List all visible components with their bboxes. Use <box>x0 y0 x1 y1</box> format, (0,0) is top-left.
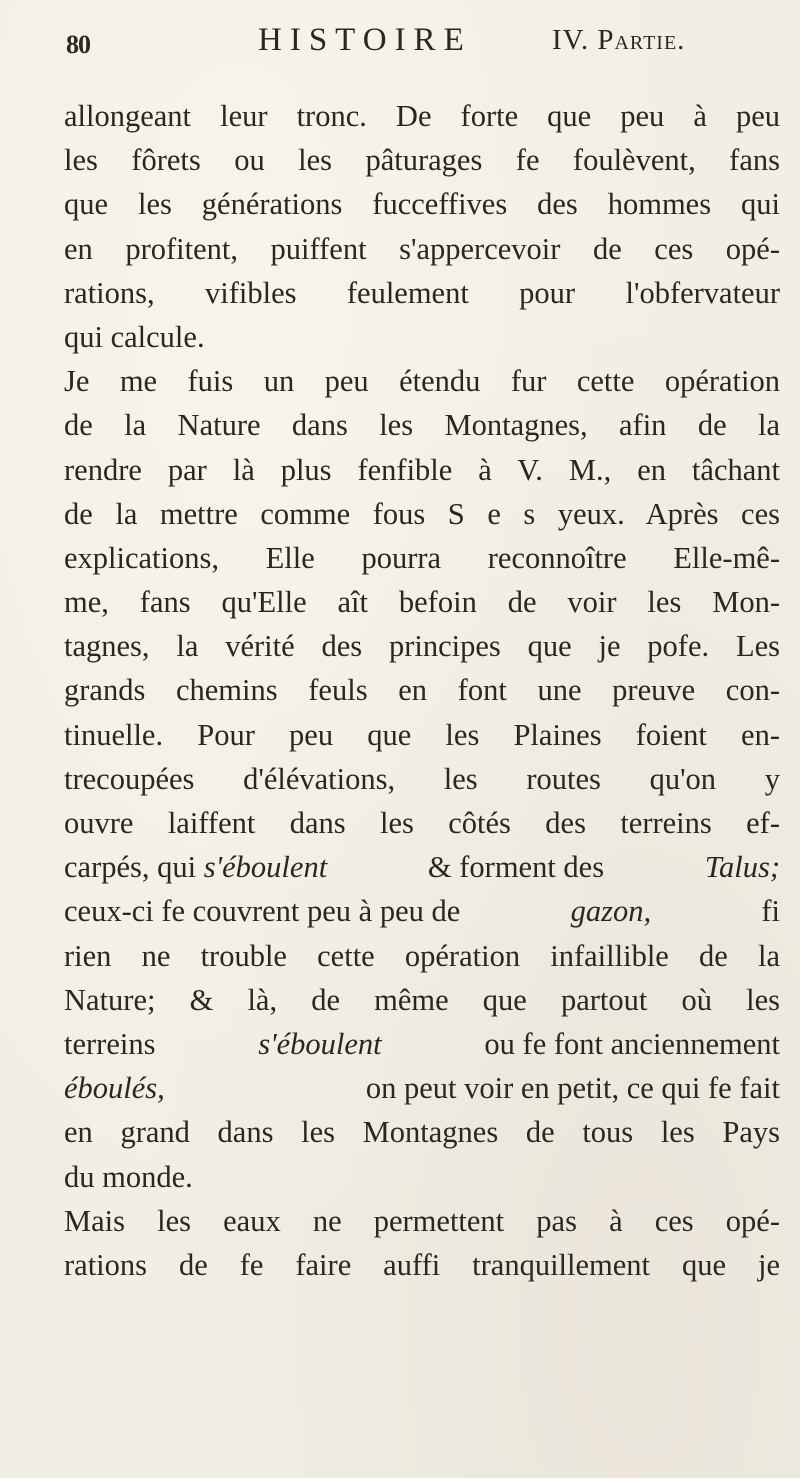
text-line: allongeant leur tronc. De forte que peu à peu <box>64 99 780 133</box>
text-line: rations, vifibles feulement pour l'obfervateur <box>64 275 780 310</box>
text-line: rations de fe faire auffi tranquillement que je <box>64 1247 780 1282</box>
text-line: Je me fuis un peu étendu fur cette opération <box>64 364 780 399</box>
text-line: que les générations fucceffives des hommes qui <box>64 187 780 222</box>
text-line: rien ne trouble cette opération infaillible de la <box>64 938 780 973</box>
text-line: de la mettre comme fous S e s yeux. Après ces <box>64 496 780 531</box>
text-line: de la Nature dans les Montagnes, afin de la <box>64 408 780 443</box>
text-line: trecoupées d'élévations, les routes qu'on y <box>64 761 780 796</box>
text-line: Nature; & là, de même que partout où les <box>64 982 780 1017</box>
text-line: Mais les eaux ne permettent pas à ces opé- <box>64 1203 780 1238</box>
text-line: explications, Elle pourra reconnoître Elle-mê- <box>64 540 780 575</box>
running-title: HISTOIRE <box>258 22 472 58</box>
text-line: grands chemins feuls en font une preuve con- <box>64 673 780 708</box>
page-header <box>0 22 800 72</box>
part-label: IV. Partie. <box>552 24 686 56</box>
text-line: carpés, qui s'éboulent & forment des Talus; <box>64 850 780 885</box>
text-line: tinuelle. Pour peu que les Plaines foient en- <box>64 717 780 752</box>
text-line: en grand dans les Montagnes de tous les Pays <box>64 1115 780 1150</box>
text-line: tagnes, la vérité des principes que je pofe. Les <box>64 629 780 664</box>
page-number: 80 <box>66 30 90 59</box>
body-text <box>64 94 780 1287</box>
text-line: les fôrets ou les pâturages fe foulèvent, fans <box>64 143 780 178</box>
text-line: ouvre laiffent dans les côtés des terreins ef- <box>64 806 780 840</box>
text-line: terreins s'éboulent ou fe font anciennement <box>64 1026 780 1061</box>
text-line: me, fans qu'Elle aît befoin de voir les Mon- <box>64 585 780 620</box>
text-line: ceux-ci fe couvrent peu à peu de gazon, fi <box>64 894 780 929</box>
text-line: qui calcule. <box>64 319 205 354</box>
text-line: rendre par là plus fenfible à V. M., en tâchant <box>64 452 780 487</box>
text-line: éboulés, on peut voir en petit, ce qui fe fait <box>64 1071 780 1106</box>
text-line: du monde. <box>64 1159 193 1194</box>
text-line: en profitent, puiffent s'appercevoir de ces opé- <box>64 231 780 266</box>
